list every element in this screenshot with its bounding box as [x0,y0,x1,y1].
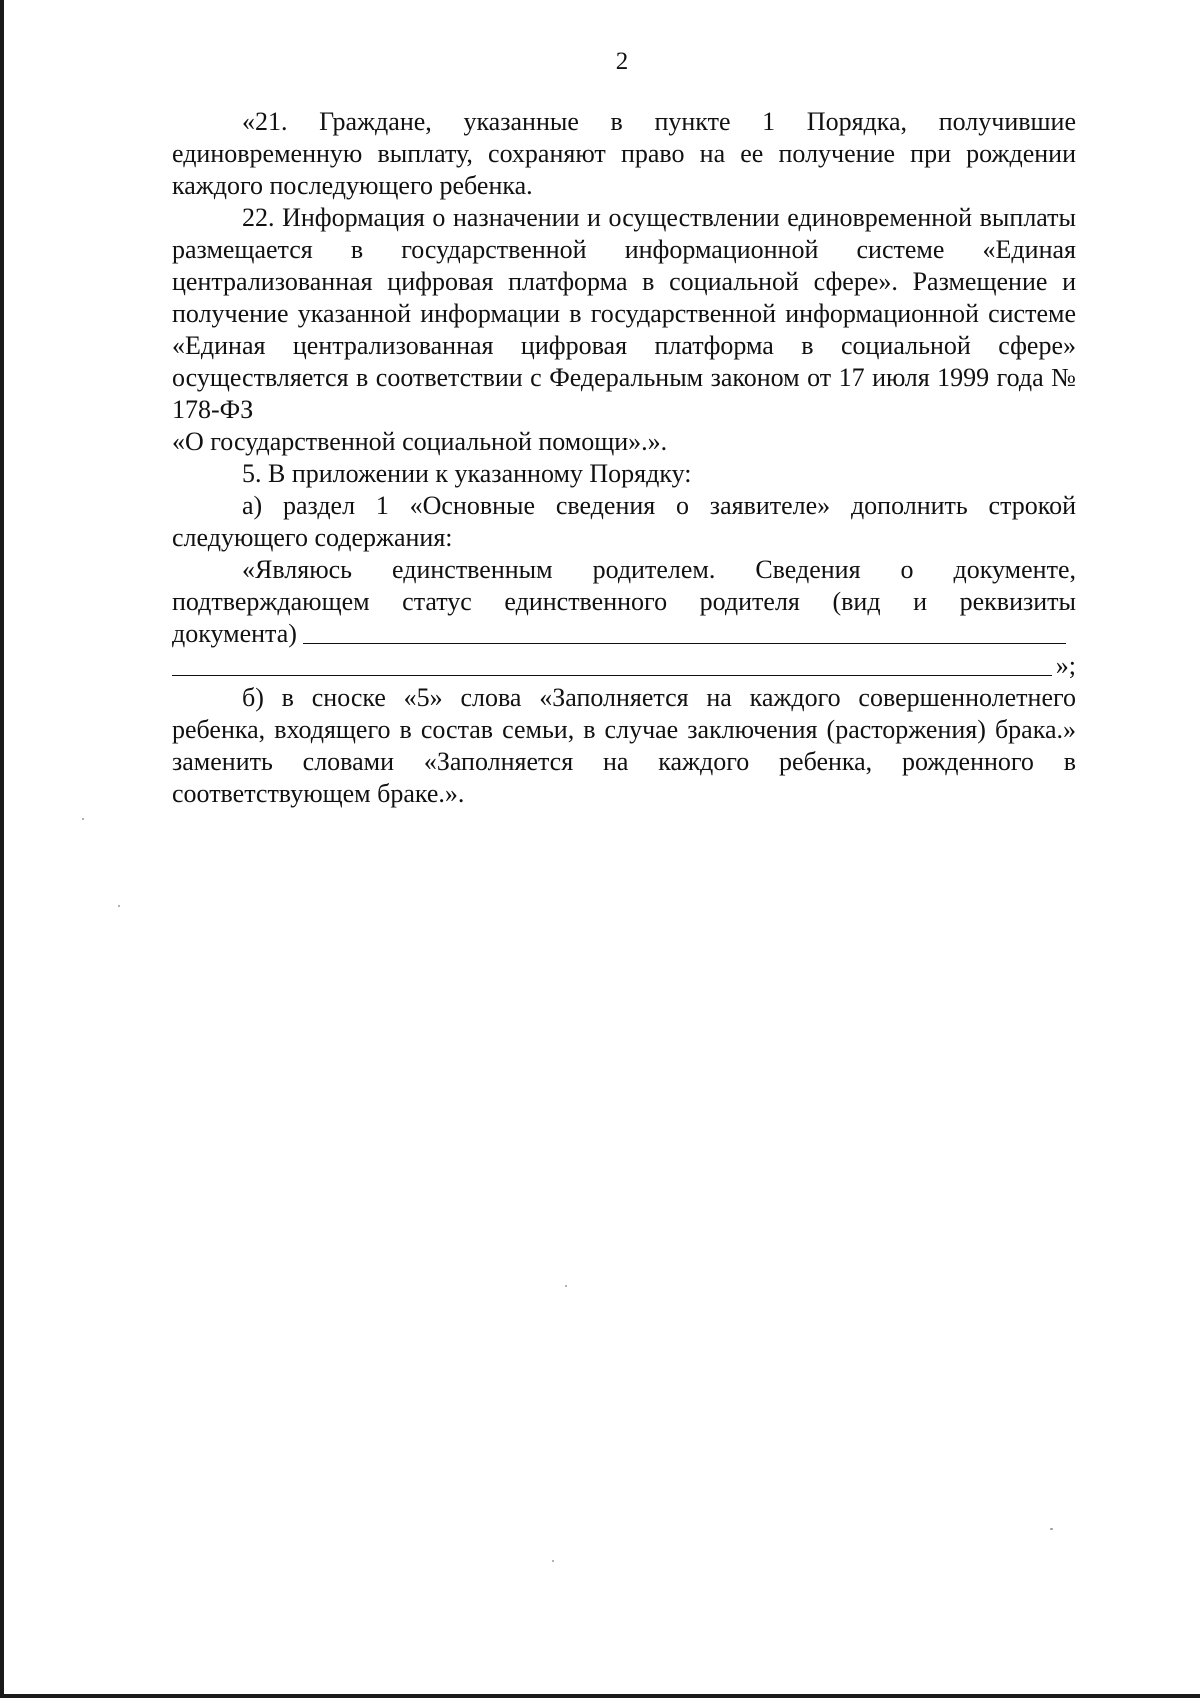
scan-speck [552,1560,554,1562]
fill-in-blank [303,642,1066,644]
fill-in-blank-2 [172,674,1052,676]
scan-speck [1050,1528,1053,1530]
paragraph-b: б) в сноске «5» слова «Заполняется на каждого совершеннолетнего ребенка, входящего в состав семьи, в случае заключения (расторжения) брака.» заменить словами «Заполняется на каждого ребенка, рожденного в соответствующем браке.». [172,683,1076,808]
scan-speck [82,818,84,820]
paragraph-22-continuation: «О государственной социальной помощи».». [172,427,668,456]
document-field-line [172,618,1076,650]
scan-speck [118,905,120,907]
paragraph-5: 5. В приложении к указанному Порядку: [242,459,692,488]
field-closing-quote: »; [1055,651,1076,680]
scan-edge-left [0,0,4,1698]
document-field-label: документа) [172,619,297,648]
paragraph-21: «21. Граждане, указанные в пункте 1 Порядка, получившие единовременную выплату, сохраняют право на ее получение при рождении каждого последующего ребенка. [172,107,1076,200]
scan-edge-bottom [0,1694,1200,1698]
paragraph-a: а) раздел 1 «Основные сведения о заявителе» дополнить строкой следующего содержания: [172,491,1076,552]
document-field-line-2 [172,650,1076,682]
page-number: 2 [615,48,629,75]
paragraph-22: 22. Информация о назначении и осуществлении единовременной выплаты размещается в государственной информационной системе «Единая централизованная цифровая платформа в социальной сфере». Размещение и получение указанной информации в государственной информационной системе «Единая централизованная цифровая платформа в социальной сфере» осуществляется в соответствии с Федеральным законом от 17 июля 1999 года № 178-ФЗ [172,203,1076,424]
paragraph-quote: «Являюсь единственным родителем. Сведения о документе, подтверждающем статус единственного родителя (вид и реквизиты [172,555,1076,616]
scan-speck [565,1285,567,1287]
document-body [172,106,1076,810]
